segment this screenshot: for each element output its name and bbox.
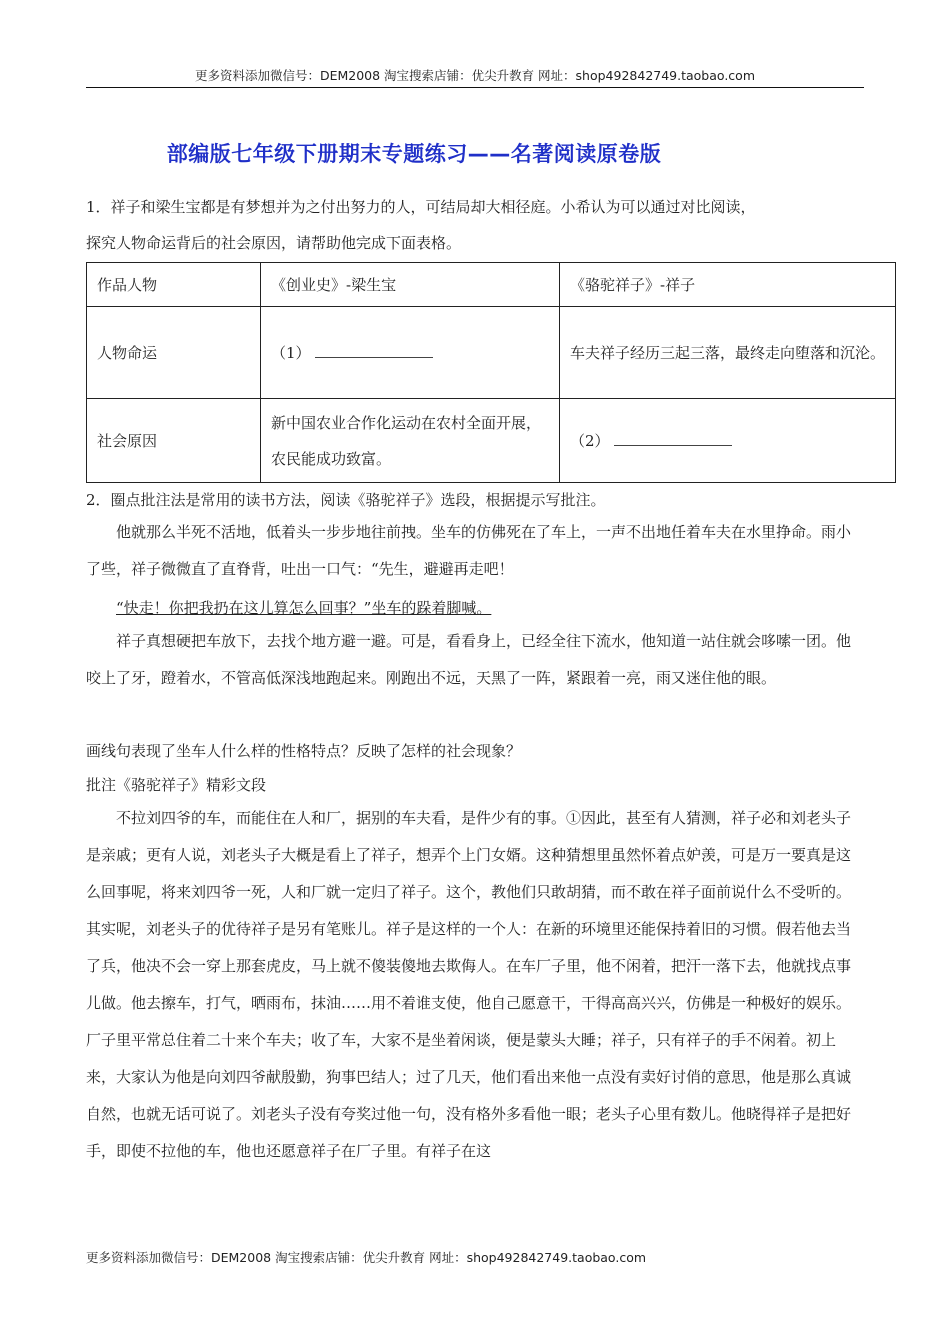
table-header-cell: 《创业史》-梁生宝 xyxy=(261,263,560,307)
q3-passage: 不拉刘四爷的车，而能住在人和厂，据别的车夫看，是件少有的事。①因此，甚至有人猜测，祥子必和刘老头子是亲戚；更有人说，刘老头子大概是看上了祥子，想弄个上门女婿。这种猜想里虽然怀着点妒羡，可是万一要真是这么回事呢，将来刘四爷一死，人和厂就一定归了祥子。这个，教他们只敢胡猜，而不敢在祥子面前说什么不受听的。其实呢，刘老头子的优待祥子是另有笔账儿。祥子是这样的一个人：在新的环境里还能保持着旧的习惯。假若他去当了兵，他决不会一穿上那套虎皮，马上就不傻装傻地去欺侮人。在车厂子里，他不闲着，把汗一落下去，他就找点事儿做。他去擦车，打气，晒雨布，抹油……用不着谁支使，他自己愿意干，干得高高兴兴，仿佛是一种极好的娱乐。厂子里平常总住着二十来个车夫；收了车，大家不是坐着闲谈，便是蒙头大睡；祥子，只有祥子的手不闲着。初上来，大家认为他是向刘四爷献殷勤，狗事巴结人；过了几天，他们看出来他一点没有卖好讨俏的意思，他是那么真诚自然，也就无话可说了。刘老头子没有夸奖过他一句，没有格外多看他一眼；老头子心里有数儿。他晓得祥子是把好手，即使不拉他的车，他也还愿意祥子在厂子里。有祥子在这 xyxy=(86,809,852,1160)
table-row xyxy=(87,307,896,399)
table-row xyxy=(87,399,896,483)
header-divider xyxy=(86,87,864,88)
document-title: 部编版七年级下册期末专题练习——名著阅读原卷版 xyxy=(166,142,662,166)
table-row xyxy=(87,263,896,307)
q1-text-line2: 探究人物命运背后的社会原因，请帮助他完成下面表格。 xyxy=(86,234,462,252)
table-cell-cause-liang: 新中国农业合作化运动在农村全面开展，农民能成功致富。 xyxy=(261,399,560,483)
page-header: 更多资料添加微信号：DEM2008 淘宝搜索店铺：优尖升教育 网址：shop492842749.taobao.com xyxy=(194,68,756,83)
page-footer: 更多资料添加微信号：DEM2008 淘宝搜索店铺：优尖升教育 网址：shop492842749.taobao.com xyxy=(86,1250,647,1265)
table-cell-cause-xiangzi xyxy=(560,399,896,483)
q2-passage-2: 祥子真想硬把车放下，去找个地方避一避。可是，看看身上，已经全往下流水，他知道一站住就会哆嗦一团。他咬上了牙，蹬着水，不管高低深浅地跑起来。刚跑出不远，天黑了一阵，紧跟着一亮，雨又迷住他的眼。 xyxy=(86,632,852,687)
q2-underlined-sentence: “快走！你把我扔在这儿算怎么回事？”坐车的跺着脚喊。 xyxy=(116,599,492,617)
table-header-cell: 作品人物 xyxy=(87,263,261,307)
answer-label-1: （1） xyxy=(271,343,311,362)
q2-intro: 2．圈点批注法是常用的读书方法，阅读《骆驼祥子》选段，根据提示写批注。 xyxy=(86,491,606,509)
table-cell-fate-liang xyxy=(261,307,560,399)
table-cell-fate-label: 人物命运 xyxy=(87,307,261,399)
q2-passage-1: 他就那么半死不活地，低着头一步步地往前拽。坐车的仿佛死在了车上，一声不出地任着车夫在水里挣命。雨小了些，祥子微微直了直脊背，吐出一口气：“先生，避避再走吧！ xyxy=(86,523,852,578)
comparison-table xyxy=(86,262,896,483)
table-header-cell: 《骆驼祥子》-祥子 xyxy=(560,263,896,307)
answer-blank-1[interactable] xyxy=(315,343,433,358)
table-cell-fate-xiangzi: 车夫祥子经历三起三落，最终走向堕落和沉沦。 xyxy=(560,307,896,399)
q2-question: 画线句表现了坐车人什么样的性格特点？反映了怎样的社会现象？ xyxy=(86,742,522,760)
answer-blank-2[interactable] xyxy=(614,431,732,446)
answer-label-2: （2） xyxy=(570,431,610,450)
q3-heading: 批注《骆驼祥子》精彩文段 xyxy=(86,776,267,794)
table-cell-cause-label: 社会原因 xyxy=(87,399,261,483)
q1-text-line1: 1．祥子和梁生宝都是有梦想并为之付出努力的人，可结局却大相径庭。小希认为可以通过对比阅读， xyxy=(86,198,756,216)
